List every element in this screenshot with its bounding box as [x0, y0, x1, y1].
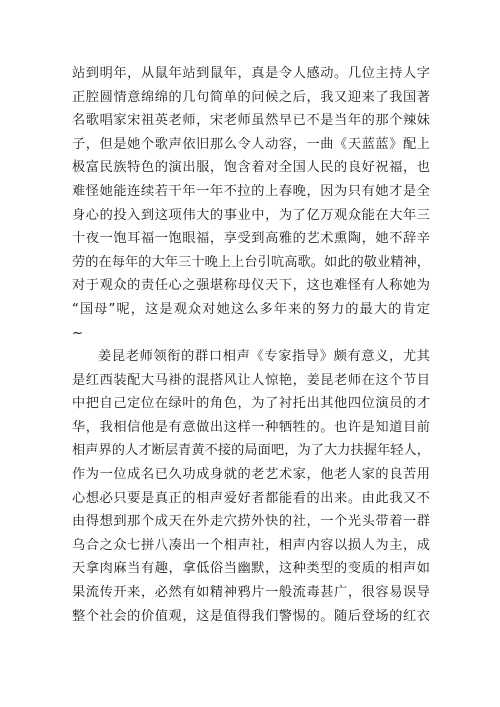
text-line: 整个社会的价值观，这是值得我们警惕的。随后登场的红衣 — [72, 608, 430, 624]
text-line: 果流传开来，必然有如精神鸦片一般流毒甚广，很容易误导 — [72, 584, 430, 600]
text-line: 对于观众的责任心之强堪称母仪天下，这也难怪有人称她为 — [72, 278, 430, 294]
text-line: 天拿肉麻当有趣，拿低俗当幽默，这种类型的变质的相声如 — [72, 561, 430, 577]
text-line: 劳的在每年的大年三十晚上上台引吭高歌。如此的敬业精神， — [72, 254, 430, 270]
text-line: 极富民族特色的演出服，饱含着对全国人民的良好祝福，也 — [72, 160, 430, 176]
text-line: 相声界的人才断层青黄不接的局面吧，为了大力扶握年轻人， — [72, 443, 430, 459]
text-line: 正腔圆情意绵绵的几句简单的问候之后，我又迎来了我国著 — [72, 89, 430, 105]
text-line: “国母”呢，这是观众对她这么多年来的努力的最大的肯定 — [72, 301, 430, 317]
text-line: 身心的投入到这项伟大的事业中，为了亿万观众能在大年三 — [72, 207, 430, 223]
text-line: 站到明年，从鼠年站到鼠年，真是令人感动。几位主持人字 — [72, 66, 430, 81]
text-line: 乌合之众七拼八凑出一个相声社，相声内容以损人为主，成 — [72, 537, 430, 553]
text-line: 由得想到那个成天在外走穴捞外快的社，一个光头带着一群 — [72, 514, 430, 530]
text-line: 十夜一饱耳福一饱眼福，享受到高雅的艺术熏陶，她不辞辛 — [72, 231, 430, 247]
text-line: ~ — [72, 325, 84, 341]
text-line: 作为一位成名已久功成身就的老艺术家，他老人家的良苦用 — [72, 466, 430, 482]
paragraph-1 — [72, 62, 430, 345]
text-line: 是红西装配大马褂的混搭风让人惊艳，姜昆老师在这个节目 — [72, 372, 430, 388]
text-line: 名歌唱家宋祖英老师，宋老师虽然早已不是当年的那个辣妹 — [72, 113, 430, 129]
text-line: 心想必只要是真正的相声爱好者都能看的出来。由此我又不 — [72, 490, 430, 506]
text-line: 难怪她能连续若干年一年不拉的上春晚，因为只有她才是全 — [72, 183, 430, 199]
text-line: 华，我相信他是有意做出这样一种牺牲的。也许是知道目前 — [72, 419, 430, 435]
text-line: 子，但是她个歌声依旧那么令人动容，一曲《天蓝蓝》配上 — [72, 136, 430, 152]
text-line: 中把自己定位在绿叶的角色，为了衬托出其他四位演员的才 — [72, 396, 430, 412]
paragraph-2 — [72, 345, 430, 628]
text-line: 姜昆老师领衔的群口相声《专家指导》颇有意义，尤其 — [98, 349, 430, 364]
